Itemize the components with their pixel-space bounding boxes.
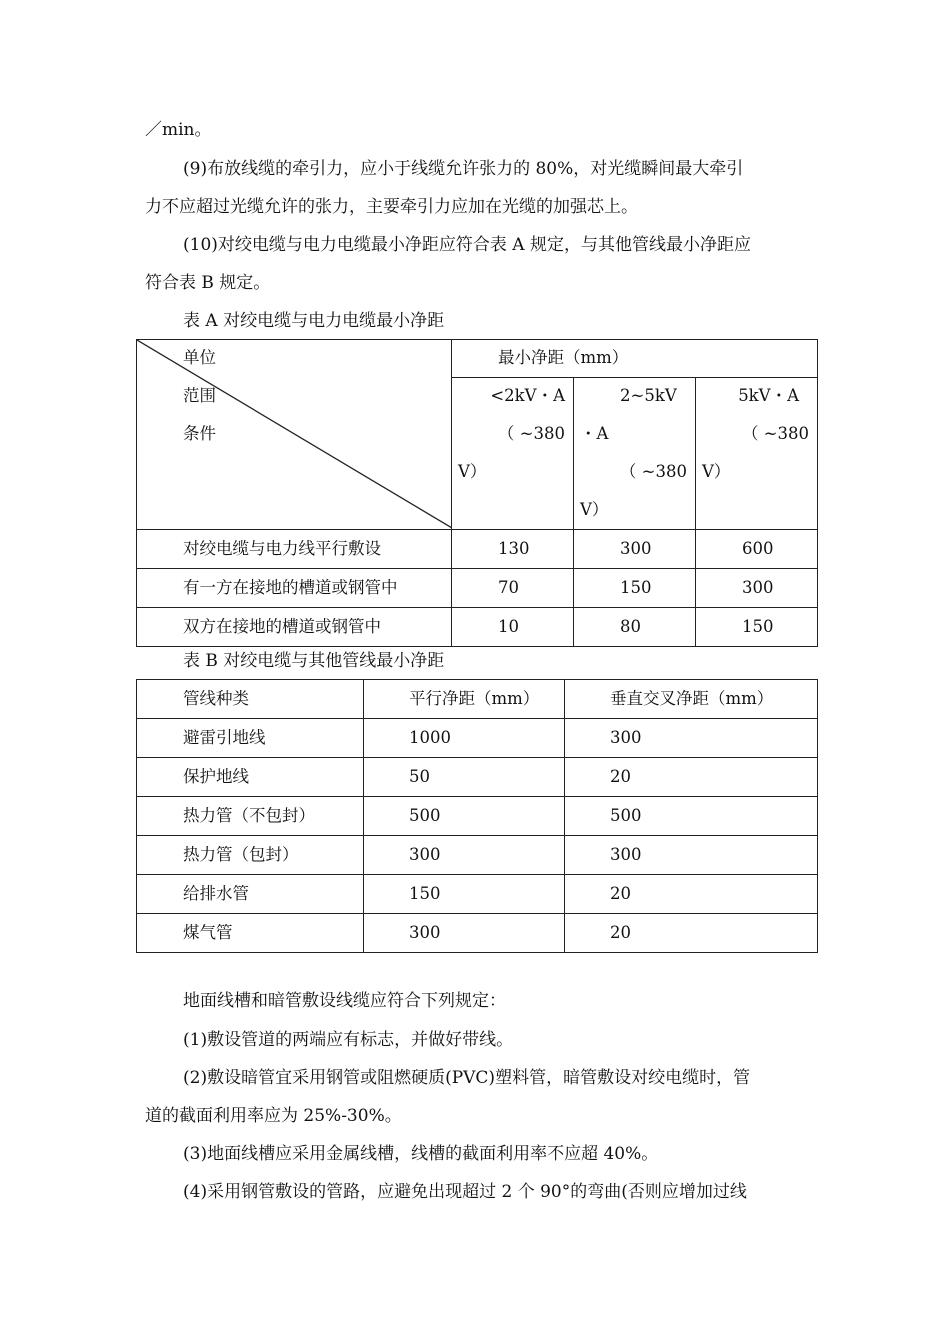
- row-value: 150: [742, 617, 774, 636]
- cross-distance: 20: [610, 884, 631, 903]
- column-header: 平行净距（mm）: [409, 689, 540, 708]
- table-row: [137, 608, 818, 647]
- parallel-distance: 150: [409, 884, 441, 903]
- row-value: 150: [620, 578, 652, 597]
- parallel-distance: 1000: [409, 728, 451, 747]
- sub-header-text: V）: [580, 500, 609, 519]
- row-value: 10: [498, 617, 519, 636]
- cross-distance: 300: [610, 728, 642, 747]
- table-a-header: [452, 340, 818, 378]
- column-header: 垂直交叉净距（mm）: [610, 689, 774, 708]
- row-value: 600: [742, 539, 774, 558]
- table-row: [137, 719, 818, 758]
- table-row: [137, 914, 818, 953]
- sub-header-1: [452, 378, 574, 530]
- parallel-distance: 50: [409, 767, 430, 786]
- paragraph-fragment: ／min。: [145, 120, 212, 140]
- cross-distance: 500: [610, 806, 642, 825]
- row-value: 80: [620, 617, 641, 636]
- corner-range-label: 范围: [183, 386, 216, 405]
- table-b-caption: 表 B 对绞电缆与其他管线最小净距: [183, 651, 445, 671]
- parallel-distance: 300: [409, 845, 441, 864]
- table-row: [137, 530, 818, 569]
- table-row: [137, 758, 818, 797]
- section-2-item-1: (1)敷设管道的两端应有标志，并做好带线。: [183, 1030, 514, 1050]
- sub-header-text: 5kV・A: [738, 386, 800, 405]
- row-value: 70: [498, 578, 519, 597]
- table-row: [137, 569, 818, 608]
- row-label: 有一方在接地的槽道或钢管中: [183, 578, 398, 597]
- pipe-type: 避雷引地线: [183, 728, 266, 747]
- table-a-caption: 表 A 对绞电缆与电力电缆最小净距: [183, 311, 445, 331]
- pipe-type: 热力管（不包封）: [183, 806, 315, 825]
- table-a-corner-cell: [137, 340, 452, 530]
- corner-condition-label: 条件: [183, 424, 216, 443]
- row-label: 双方在接地的槽道或钢管中: [183, 617, 381, 636]
- pipe-type: 热力管（包封）: [183, 845, 299, 864]
- pipe-type: 给排水管: [183, 884, 249, 903]
- sub-header-text: V）: [458, 462, 487, 481]
- table-a-header-label: 最小净距（mm）: [498, 348, 629, 367]
- table-row: [137, 875, 818, 914]
- paragraph-10-line-1: (10)对绞电缆与电力电缆最小净距应符合表 A 规定，与其他管线最小净距应: [183, 235, 751, 255]
- sub-header-text: （ ~380: [497, 424, 565, 443]
- row-value: 130: [498, 539, 530, 558]
- cross-distance: 20: [610, 767, 631, 786]
- sub-header-text: （ ~380: [741, 424, 810, 443]
- pipe-type: 保护地线: [183, 767, 249, 786]
- corner-unit-label: 单位: [183, 348, 216, 367]
- parallel-distance: 500: [409, 806, 441, 825]
- section-2-item-3: (3)地面线槽应采用金属线槽，线槽的截面利用率不应超 40%。: [183, 1144, 659, 1164]
- table-b-header-row: [137, 680, 818, 719]
- sub-header-text: V）: [702, 462, 731, 481]
- section-2-item-2-line-2: 道的截面利用率应为 25%-30%。: [145, 1106, 402, 1126]
- table-a: [136, 339, 818, 647]
- table-row: [137, 836, 818, 875]
- section-2-item-4: (4)采用钢管敷设的管路，应避免出现超过 2 个 90°的弯曲(否则应增加过线: [183, 1182, 747, 1202]
- section-2-intro: 地面线槽和暗管敷设线缆应符合下列规定：: [183, 991, 506, 1011]
- row-value: 300: [620, 539, 652, 558]
- sub-header-2: [574, 378, 696, 530]
- section-2-item-2-line-1: (2)敷设暗管宜采用钢管或阻燃硬质(PVC)塑料管，暗管敷设对绞电缆时，管: [183, 1068, 751, 1088]
- pipe-type: 煤气管: [183, 923, 233, 942]
- table-b: [136, 679, 818, 953]
- row-value: 300: [742, 578, 774, 597]
- column-header: 管线种类: [183, 689, 249, 708]
- cross-distance: 300: [610, 845, 642, 864]
- table-row: [137, 797, 818, 836]
- parallel-distance: 300: [409, 923, 441, 942]
- row-label: 对绞电缆与电力线平行敷设: [183, 539, 381, 558]
- paragraph-9-line-2: 力不应超过光缆允许的张力，主要牵引力应加在光缆的加强芯上。: [145, 197, 638, 217]
- paragraph-10-line-2: 符合表 B 规定。: [145, 273, 271, 293]
- sub-header-text: <2kV・A: [490, 386, 565, 405]
- sub-header-3: [696, 378, 818, 530]
- paragraph-9-line-1: (9)布放线缆的牵引力，应小于线缆允许张力的 80%，对光缆瞬间最大牵引: [183, 159, 744, 179]
- sub-header-text: 2~5kV: [620, 386, 677, 405]
- cross-distance: 20: [610, 923, 631, 942]
- sub-header-text: （ ~380: [619, 462, 687, 481]
- sub-header-text: ・A: [580, 424, 609, 443]
